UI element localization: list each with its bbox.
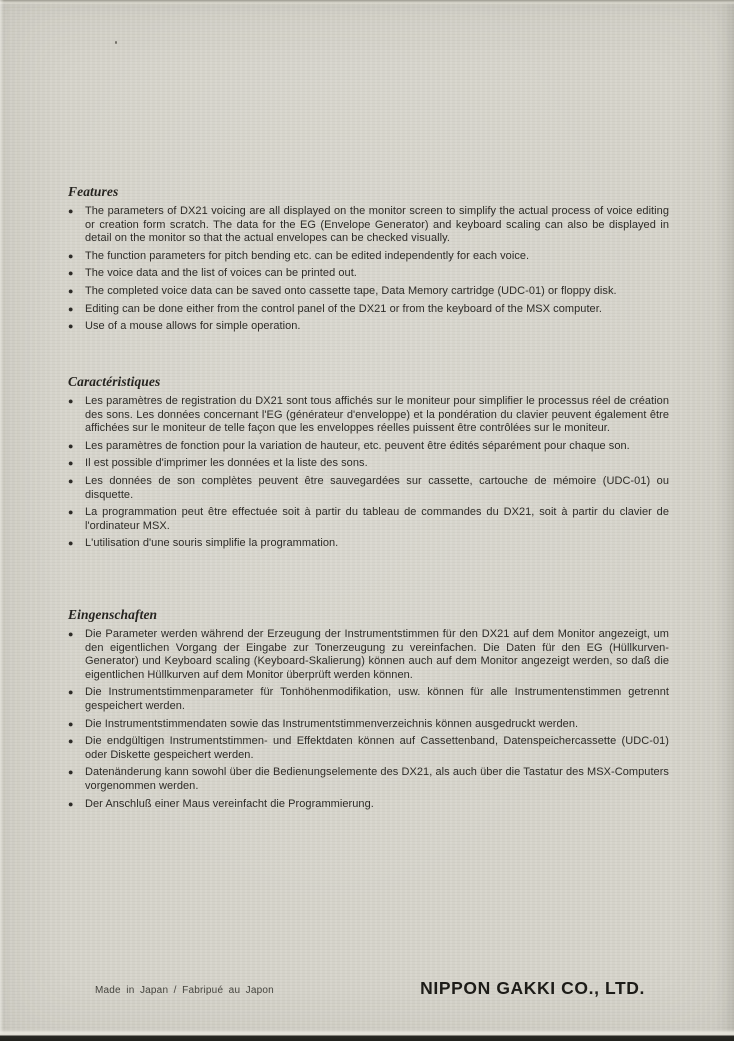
bullet-icon: ● bbox=[68, 507, 74, 518]
bullet-item bbox=[68, 628, 669, 682]
bullet-text: The voice data and the list of voices can be printed out. bbox=[85, 267, 357, 280]
bullet-icon: ● bbox=[68, 538, 74, 549]
bullet-icon: ● bbox=[68, 268, 74, 279]
bullet-icon: ● bbox=[68, 718, 74, 729]
bullet-text: Use of a mouse allows for simple operation. bbox=[85, 320, 301, 333]
bullet-icon: ● bbox=[68, 458, 74, 469]
bullet-icon: ● bbox=[68, 629, 74, 639]
bullet-text: Die Instrumentstimmendaten sowie das Instrumentstimmenverzeichnis können ausgedruckt werden. bbox=[85, 717, 579, 730]
bullet-text: Die Instrumentstimmenparameter für Tonhöhenmodifikation, usw. können für alle Instrumentenstimmen getrennt gespeichert werden. bbox=[85, 686, 669, 712]
box-bottom-edge bbox=[0, 1029, 734, 1041]
feature-list-de bbox=[68, 628, 669, 811]
bullet-item bbox=[68, 475, 669, 502]
bullet-item bbox=[68, 285, 669, 299]
box-top-edge bbox=[0, 0, 734, 5]
section-eingenschaften bbox=[68, 606, 669, 811]
bullet-item bbox=[68, 440, 669, 454]
dust-speck bbox=[115, 41, 117, 44]
bullet-icon: ● bbox=[68, 687, 74, 698]
bullet-icon: ● bbox=[68, 798, 74, 809]
feature-list-en bbox=[68, 205, 669, 334]
bullet-item bbox=[68, 506, 669, 533]
bullet-item bbox=[68, 686, 669, 713]
bullet-item bbox=[68, 718, 669, 732]
bullet-item bbox=[68, 798, 669, 812]
bullet-item bbox=[68, 457, 669, 471]
bullet-text: L'utilisation d'une souris simplifie la programmation. bbox=[85, 537, 339, 550]
bullet-item bbox=[68, 537, 669, 551]
bullet-text: Les paramètres de fonction pour la variation de hauteur, etc. peuvent être édités séparément pour chaque son. bbox=[85, 439, 630, 452]
bullet-text: Die Parameter werden während der Erzeugung der Instrumentstimmen für den DX21 auf dem Monitor angezeigt, um den eigentlichen Vorgang der Eingabe zur Tonerzeugung zu vereinfachen. Die Daten für den EG (Hüllkurven-Generator) und Keyboard scaling (Keyboard-Skalierung) können auch auf dem Monitor angezeigt werden, so daß die eigentlichen Hüllkurven auf dem Monitor überprüft werden können. bbox=[85, 628, 669, 681]
bullet-icon: ● bbox=[68, 285, 74, 296]
company-name: NIPPON GAKKI CO., LTD. bbox=[420, 978, 645, 998]
box-left-edge bbox=[0, 0, 4, 1041]
bullet-text: Les données de son complètes peuvent être sauvegardées sur cassette, cartouche de mémoire (UDC-01) ou disquette. bbox=[85, 474, 669, 501]
bullet-icon: ● bbox=[68, 250, 74, 261]
bullet-text: The function parameters for pitch bending etc. can be edited independently for each voice. bbox=[85, 249, 530, 262]
bullet-icon: ● bbox=[68, 475, 74, 486]
made-in-text: Made in Japan / Fabripué au Japon bbox=[95, 985, 274, 996]
bullet-text: Editing can be done either from the control panel of the DX21 or from the keyboard of the MSX computer. bbox=[85, 302, 602, 315]
section-features bbox=[68, 183, 669, 334]
bullet-item bbox=[68, 395, 669, 436]
bullet-text: La programmation peut être effectuée soit à partir du tableau de commandes du DX21, soit à partir du clavier de l'ordinateur MSX. bbox=[85, 506, 669, 532]
bullet-text: Die endgültigen Instrumentstimmen- und Effektdaten können auf Cassettenband, Datenspeichercassette (UDC-01) oder Diskette gespeichert werden. bbox=[85, 735, 669, 761]
bullet-icon: ● bbox=[68, 396, 74, 406]
section-heading-caracteristiques: Caractéristiques bbox=[68, 374, 161, 389]
bullet-icon: ● bbox=[68, 736, 74, 747]
bullet-icon: ● bbox=[68, 321, 74, 332]
section-heading-eingenschaften: Eingenschaften bbox=[68, 607, 158, 622]
bullet-item bbox=[68, 267, 669, 281]
section-caracteristiques bbox=[68, 373, 669, 551]
bullet-text: Datenänderung kann sowohl über die Bedienungselemente des DX21, als auch über die Tastatur des MSX-Computers vorgenommen werden. bbox=[85, 766, 669, 792]
bullet-icon: ● bbox=[68, 206, 74, 216]
bullet-text: Les paramètres de registration du DX21 sont tous affichés sur le moniteur pour simplifier le processus réel de création des sons. Les données concernant l'EG (générateur d'enveloppe) et la pondération du clavier peuvent également être affichées sur le moniteur de telle façon que les enveloppes réelles puissent être contrôlées sur le moniteur. bbox=[85, 395, 669, 435]
bullet-icon: ● bbox=[68, 303, 74, 314]
bullet-text: The completed voice data can be saved onto cassette tape, Data Memory cartridge (UDC-01) or floppy disk. bbox=[85, 284, 617, 297]
bullet-text: Der Anschluß einer Maus vereinfacht die Programmierung. bbox=[85, 797, 374, 810]
bullet-item bbox=[68, 766, 669, 793]
bullet-icon: ● bbox=[68, 767, 74, 778]
bullet-text: The parameters of DX21 voicing are all displayed on the monitor screen to simplify the actual process of voice editing or creation form scratch. The data for the EG (Envelope Generator) and keyboard scaling can also be displayed in detail on the monitor so that the actual envelopes can be checked visually. bbox=[85, 205, 669, 245]
bullet-item bbox=[68, 320, 669, 334]
bullet-item bbox=[68, 303, 669, 317]
section-heading-features: Features bbox=[68, 184, 119, 199]
bullet-text: Il est possible d'imprimer les données et la liste des sons. bbox=[85, 457, 368, 470]
bullet-item bbox=[68, 250, 669, 264]
bullet-item bbox=[68, 205, 669, 246]
bullet-item bbox=[68, 735, 669, 762]
bullet-icon: ● bbox=[68, 440, 74, 451]
feature-list-fr bbox=[68, 395, 669, 551]
